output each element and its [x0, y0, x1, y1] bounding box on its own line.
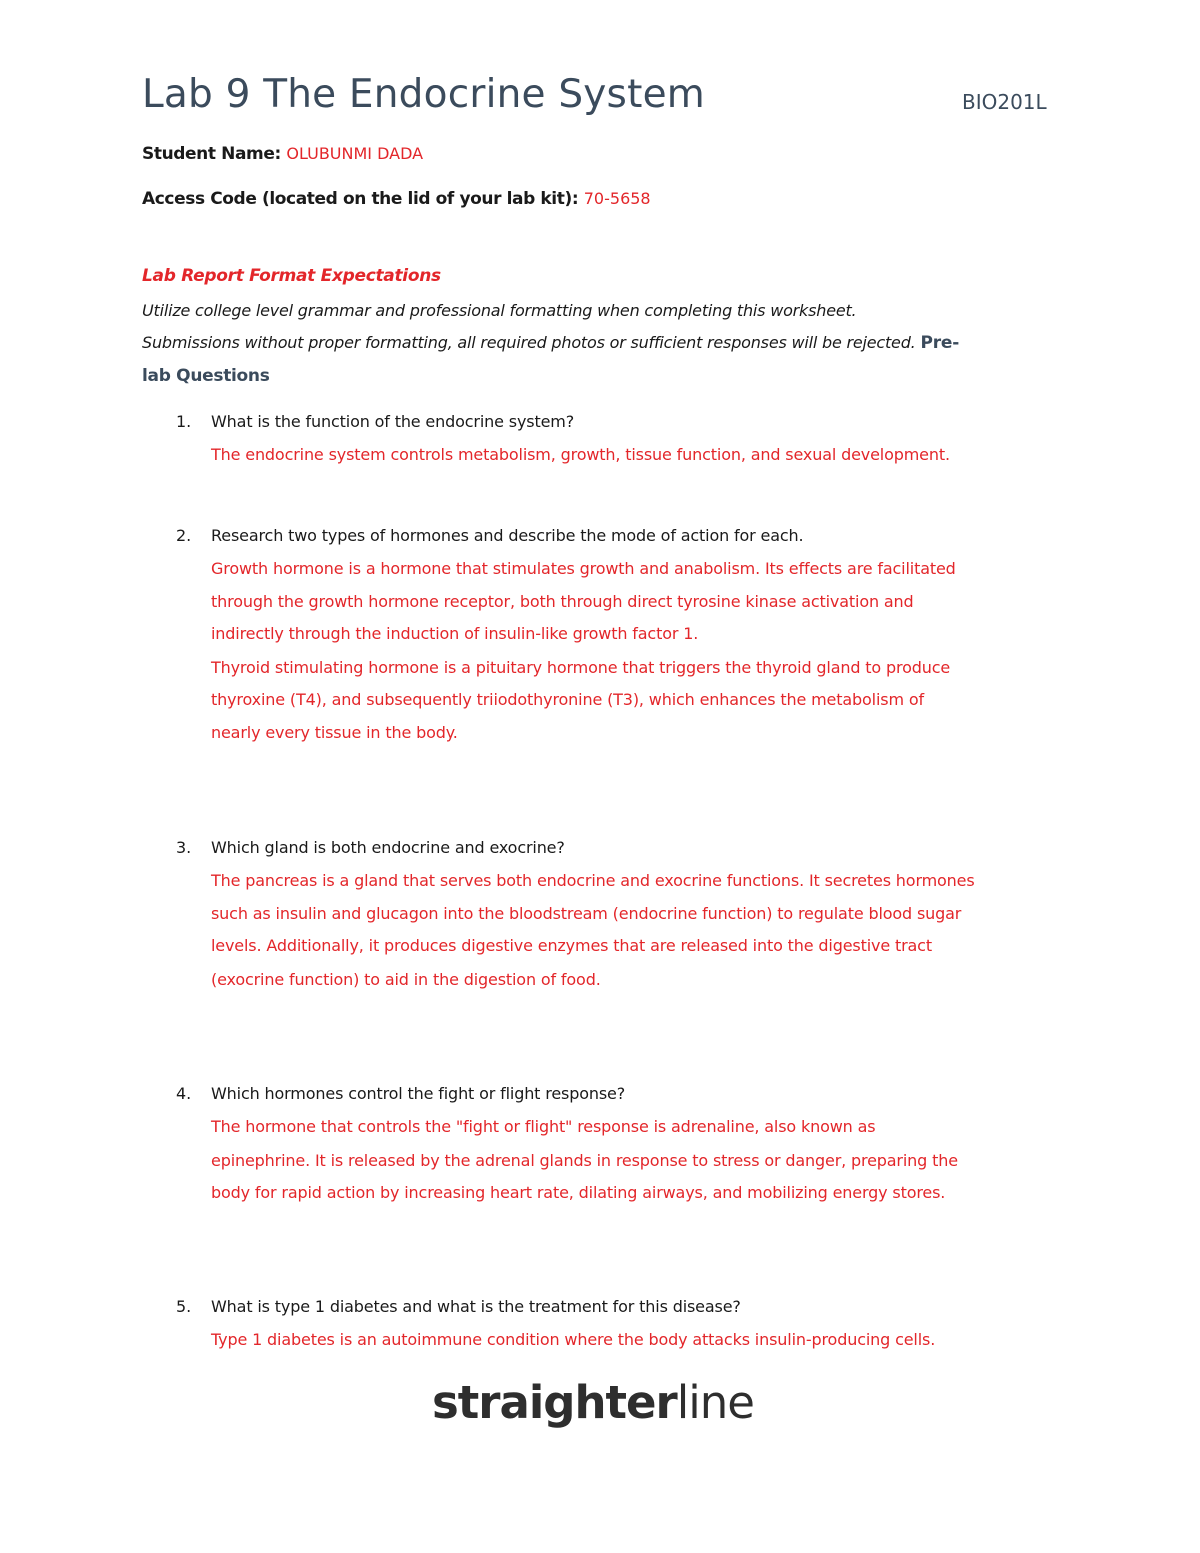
question-text: What is the function of the endocrine system?: [211, 412, 575, 431]
question-number: 1.: [176, 412, 192, 431]
question-text: What is type 1 diabetes and what is the treatment for this disease?: [211, 1297, 741, 1316]
prelab-heading-part1: Pre-: [920, 333, 960, 353]
access-code-value: 70-5658: [583, 189, 651, 208]
answer-line: thyroxine (T4), and subsequently triiodothyronine (T3), which enhances the metabolism of: [211, 690, 924, 709]
format-heading: Lab Report Format Expectations: [142, 266, 441, 286]
question-text: Research two types of hormones and describe the mode of action for each.: [211, 526, 804, 545]
answer-line: Growth hormone is a hormone that stimulates growth and anabolism. Its effects are facilitated: [211, 559, 956, 578]
question-number: 2.: [176, 526, 192, 545]
student-name-line: [142, 144, 423, 164]
format-line-2-text: Submissions without proper formatting, all required photos or sufficient responses will be rejected.: [142, 333, 916, 352]
page-title: Lab 9 The Endocrine System: [142, 72, 705, 117]
question-number: 4.: [176, 1084, 192, 1103]
answer-line: The hormone that controls the "fight or flight" response is adrenaline, also known as: [211, 1117, 876, 1136]
format-line-2: [142, 333, 959, 353]
answer-line: The pancreas is a gland that serves both endocrine and exocrine functions. It secretes hormones: [211, 871, 975, 890]
prelab-heading-part2: lab Questions: [142, 366, 270, 386]
answer-line: (exocrine function) to aid in the digestion of food.: [211, 970, 601, 989]
answer-line: Thyroid stimulating hormone is a pituitary hormone that triggers the thyroid gland to produce: [211, 658, 951, 677]
answer-line: Type 1 diabetes is an autoimmune condition where the body attacks insulin-producing cells.: [211, 1330, 936, 1349]
straighterline-logo: [432, 1376, 754, 1429]
student-name-label: Student Name:: [142, 144, 287, 164]
question-text: Which hormones control the fight or flight response?: [211, 1084, 626, 1103]
access-code-label: Access Code (located on the lid of your lab kit):: [142, 189, 584, 209]
logo-light-text: line: [676, 1376, 754, 1429]
answer-line: through the growth hormone receptor, both through direct tyrosine kinase activation and: [211, 592, 914, 611]
student-name-value: OLUBUNMI DADA: [286, 144, 424, 163]
answer-line: epinephrine. It is released by the adrenal glands in response to stress or danger, preparing the: [211, 1151, 958, 1170]
answer-line: The endocrine system controls metabolism, growth, tissue function, and sexual development.: [211, 445, 950, 464]
question-number: 5.: [176, 1297, 192, 1316]
course-code: BIO201L: [962, 90, 1047, 114]
format-line-1: Utilize college level grammar and professional formatting when completing this worksheet.: [142, 301, 857, 320]
answer-line: levels. Additionally, it produces digestive enzymes that are released into the digestive tract: [211, 936, 932, 955]
logo-bold-text: straighter: [432, 1376, 677, 1429]
answer-line: nearly every tissue in the body.: [211, 723, 458, 742]
question-text: Which gland is both endocrine and exocrine?: [211, 838, 565, 857]
question-number: 3.: [176, 838, 192, 857]
access-code-line: [142, 189, 651, 209]
answer-line: such as insulin and glucagon into the bloodstream (endocrine function) to regulate blood sugar: [211, 904, 962, 923]
answer-line: body for rapid action by increasing heart rate, dilating airways, and mobilizing energy stores.: [211, 1183, 946, 1202]
answer-line: indirectly through the induction of insulin-like growth factor 1.: [211, 624, 699, 643]
